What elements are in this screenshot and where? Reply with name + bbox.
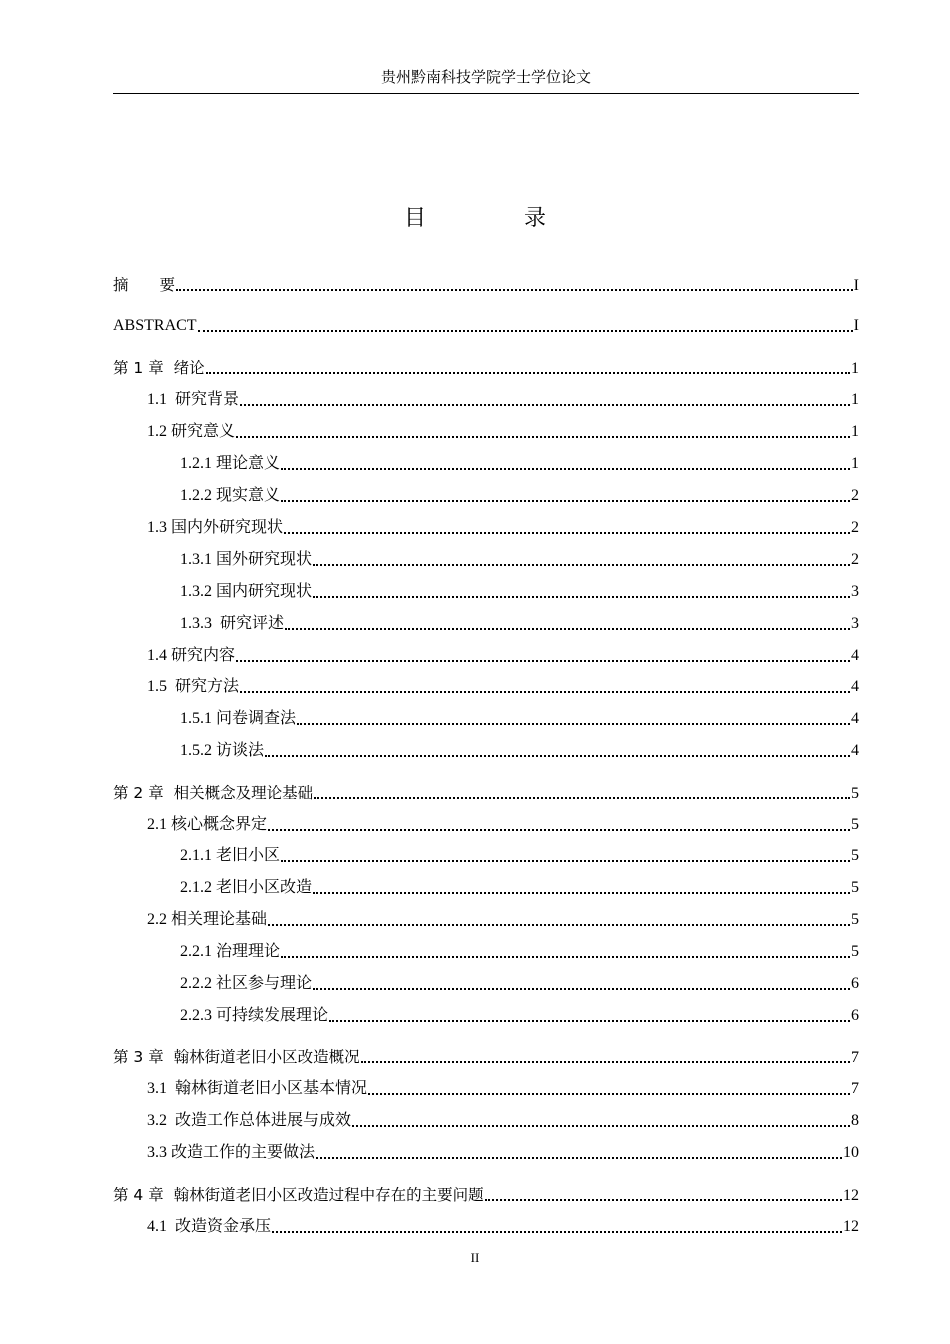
toc-entry-label: ABSTRACT <box>113 317 197 334</box>
toc-entry-1-3-3[interactable] <box>180 613 859 635</box>
toc-entry-page: 4 <box>851 710 859 727</box>
toc-entry-label: 2.1 核心概念界定 <box>147 816 268 833</box>
toc-entry-page: 1 <box>851 360 859 377</box>
toc-entry-chapter-3[interactable] <box>113 1046 859 1068</box>
toc-entry-label: 4.1 改造资金承压 <box>147 1218 272 1235</box>
toc-entry-page: 7 <box>851 1049 859 1066</box>
toc-entry-3-3[interactable] <box>147 1142 859 1164</box>
toc-entry-1-5[interactable] <box>147 676 859 698</box>
toc-entry-page: 12 <box>843 1187 859 1204</box>
toc-entry-label: 第 3 章 翰林街道老旧小区改造概况 <box>113 1048 360 1066</box>
toc-entry-1-2[interactable] <box>147 421 859 443</box>
toc-entry-2-1[interactable] <box>147 814 859 836</box>
toc-entry-chapter-4[interactable] <box>113 1184 859 1206</box>
toc-entry-label: 1.2.2 现实意义 <box>180 487 281 504</box>
toc-entry-page: I <box>853 277 859 294</box>
toc-entry-label: 2.1.2 老旧小区改造 <box>180 879 313 896</box>
toc-entry-1-2-1[interactable] <box>180 453 859 475</box>
toc-entry-label: 1.5 研究方法 <box>147 678 240 695</box>
toc-entry-page: 2 <box>851 551 859 568</box>
toc-entry-4-1[interactable] <box>147 1216 859 1238</box>
toc-leader-dots <box>281 956 850 958</box>
toc-entry-page: 5 <box>851 943 859 960</box>
toc-entry-page: 5 <box>851 911 859 928</box>
toc-entry-2-2-3[interactable] <box>180 1005 859 1027</box>
toc-entry-page: 3 <box>851 615 859 632</box>
toc-entry-1-4[interactable] <box>147 645 859 667</box>
toc-entry-label: 第 4 章 翰林街道老旧小区改造过程中存在的主要问题 <box>113 1186 484 1204</box>
toc-leader-dots <box>206 372 850 374</box>
toc-entry-label: 1.2 研究意义 <box>147 423 236 440</box>
toc-entry-label: 摘 要 <box>113 276 176 294</box>
toc-entry-1-3-2[interactable] <box>180 581 859 603</box>
toc-entry-2-2-1[interactable] <box>180 941 859 963</box>
toc-entry-page: 4 <box>851 678 859 695</box>
toc-leader-dots <box>329 1020 850 1022</box>
toc-entry-page: 5 <box>851 847 859 864</box>
toc-entry-label: 1.3.2 国内研究现状 <box>180 583 313 600</box>
toc-leader-dots <box>236 660 850 662</box>
toc-entry-2-1-1[interactable] <box>180 845 859 867</box>
toc-entry-label: 1.5.2 访谈法 <box>180 742 265 759</box>
toc-leader-dots <box>313 596 850 598</box>
toc-entry-page: 10 <box>843 1144 859 1161</box>
toc-leader-dots <box>272 1231 842 1233</box>
toc-entry-3-1[interactable] <box>147 1078 859 1100</box>
toc-entry-page: 1 <box>851 391 859 408</box>
toc-leader-dots <box>240 691 850 693</box>
toc-entry-page: I <box>853 317 859 334</box>
toc-leader-dots <box>281 468 850 470</box>
toc-entry-1-5-1[interactable] <box>180 708 859 730</box>
toc-entry-abstract-en[interactable] <box>113 315 859 337</box>
toc-leader-dots <box>352 1125 850 1127</box>
toc-entry-page: 12 <box>843 1218 859 1235</box>
toc-entry-page: 1 <box>851 423 859 440</box>
toc-entry-page: 2 <box>851 519 859 536</box>
running-header: 贵州黔南科技学院学士学位论文 <box>380 70 591 86</box>
toc-entry-page: 7 <box>851 1080 859 1097</box>
toc-entry-label: 1.1 研究背景 <box>147 391 240 408</box>
toc-entry-label: 2.2 相关理论基础 <box>147 911 268 928</box>
toc-entry-page: 3 <box>851 583 859 600</box>
toc-leader-dots <box>314 797 850 799</box>
toc-entry-label: 1.3.3 研究评述 <box>180 615 285 632</box>
toc-entry-page: 5 <box>851 785 859 802</box>
toc-leader-dots <box>284 532 850 534</box>
toc-entry-label: 第 2 章 相关概念及理论基础 <box>113 784 314 802</box>
toc-leader-dots <box>268 924 850 926</box>
toc-entry-abstract-cn[interactable] <box>113 274 859 296</box>
toc-entry-label: 2.2.1 治理理论 <box>180 943 281 960</box>
toc-leader-dots <box>361 1061 850 1063</box>
toc-leader-dots <box>297 723 850 725</box>
toc-entry-page: 2 <box>851 487 859 504</box>
toc-entry-label: 3.2 改造工作总体进展与成效 <box>147 1112 352 1129</box>
toc-entry-label: 1.3.1 国外研究现状 <box>180 551 313 568</box>
toc-entry-1-5-2[interactable] <box>180 740 859 762</box>
toc-entry-1-3[interactable] <box>147 517 859 539</box>
toc-leader-dots <box>285 628 850 630</box>
header-rule <box>113 93 859 94</box>
toc-entry-label: 1.2.1 理论意义 <box>180 455 281 472</box>
toc-entry-page: 5 <box>851 816 859 833</box>
toc-entry-chapter-2[interactable] <box>113 782 859 804</box>
toc-entry-2-2[interactable] <box>147 909 859 931</box>
toc-leader-dots <box>281 500 850 502</box>
toc-leader-dots <box>265 755 850 757</box>
toc-entry-page: 6 <box>851 975 859 992</box>
toc-leader-dots <box>281 860 850 862</box>
toc-entry-1-2-2[interactable] <box>180 485 859 507</box>
toc-leader-dots <box>313 988 850 990</box>
toc-entry-label: 3.1 翰林街道老旧小区基本情况 <box>147 1080 368 1097</box>
toc-entry-1-3-1[interactable] <box>180 549 859 571</box>
toc-entry-label: 1.3 国内外研究现状 <box>147 519 284 536</box>
toc-entry-label: 2.2.2 社区参与理论 <box>180 975 313 992</box>
page-number-footer: II <box>470 1250 480 1265</box>
toc-entry-1-1[interactable] <box>147 389 859 411</box>
toc-entry-2-1-2[interactable] <box>180 877 859 899</box>
toc-leader-dots <box>268 829 850 831</box>
page-title: 目 录 <box>403 206 584 231</box>
toc-leader-dots <box>368 1093 850 1095</box>
toc-leader-dots <box>485 1199 842 1201</box>
toc-entry-chapter-1[interactable] <box>113 357 859 379</box>
toc-entry-label: 2.1.1 老旧小区 <box>180 847 281 864</box>
toc-leader-dots <box>236 436 850 438</box>
toc-entry-page: 4 <box>851 742 859 759</box>
toc-leader-dots <box>240 404 850 406</box>
toc-entry-label: 1.4 研究内容 <box>147 647 236 664</box>
toc-entry-label: 第 1 章 绪论 <box>113 359 205 377</box>
toc-entry-page: 5 <box>851 879 859 896</box>
toc-leader-dots <box>316 1157 842 1159</box>
toc-entry-label: 1.5.1 问卷调查法 <box>180 710 297 727</box>
toc-leader-dots <box>313 564 850 566</box>
toc-entry-page: 4 <box>851 647 859 664</box>
toc-entry-page: 8 <box>851 1112 859 1129</box>
toc-entry-label: 3.3 改造工作的主要做法 <box>147 1144 316 1161</box>
toc-leader-dots <box>198 330 853 332</box>
toc-leader-dots <box>313 892 850 894</box>
toc-entry-3-2[interactable] <box>147 1110 859 1132</box>
toc-entry-page: 6 <box>851 1007 859 1024</box>
toc-entry-page: 1 <box>851 455 859 472</box>
toc-entry-label: 2.2.3 可持续发展理论 <box>180 1007 329 1024</box>
toc-entry-2-2-2[interactable] <box>180 973 859 995</box>
toc-leader-dots <box>176 289 853 291</box>
